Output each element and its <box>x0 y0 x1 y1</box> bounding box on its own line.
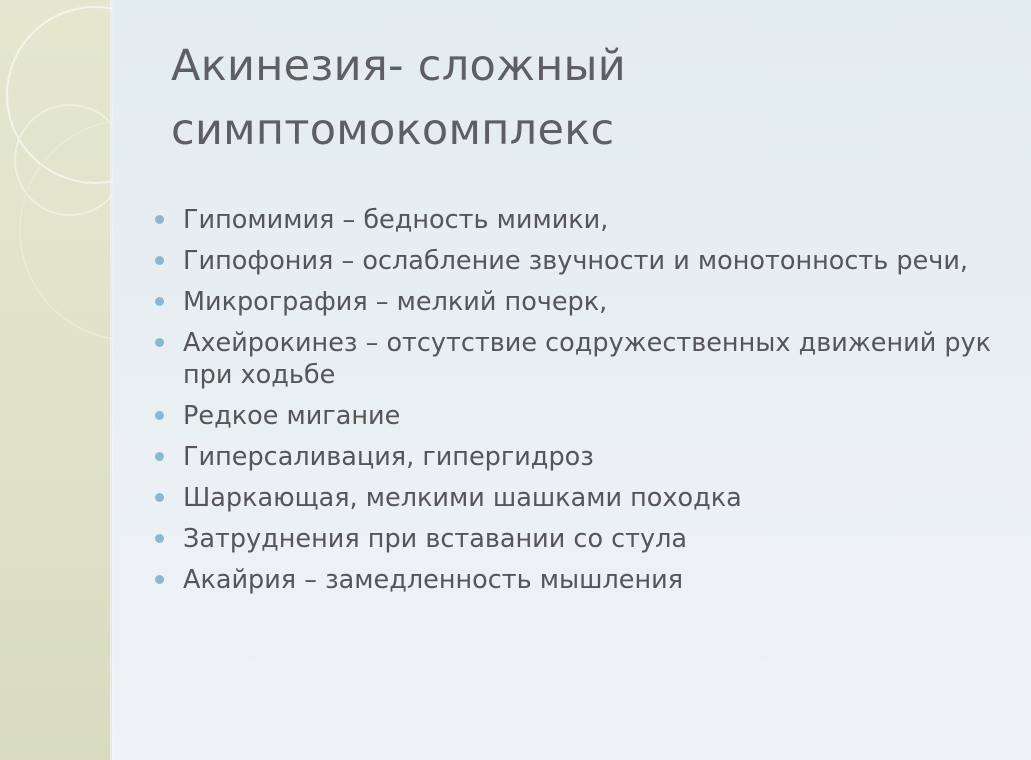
list-item-text: Ахейрокинез – отсутствие содружественных движений рук при ходьбе <box>183 328 992 390</box>
list-item <box>155 564 1005 596</box>
list-item-text: Редкое мигание <box>183 401 401 431</box>
list-item-text: Акайрия – замедленность мышления <box>183 565 684 595</box>
list-item <box>155 482 1005 514</box>
list-item <box>155 400 1005 432</box>
bullet-list <box>155 204 1005 605</box>
list-item <box>155 441 1005 473</box>
list-item-text: Гипофония – ослабление звучности и монотонность речи, <box>183 246 969 276</box>
left-band-edge-highlight <box>110 0 114 760</box>
list-item <box>155 245 1005 277</box>
bullet-dot-icon <box>155 256 164 265</box>
list-item-text: Гиперсаливация, гипергидроз <box>183 442 594 472</box>
bullet-dot-icon <box>155 452 164 461</box>
slide-title <box>171 34 991 162</box>
bullet-dot-icon <box>155 215 164 224</box>
list-item-text: Гипомимия – бедность мимики, <box>183 205 609 235</box>
bullet-dot-icon <box>155 338 164 347</box>
list-item-text: Микрография – мелкий почерк, <box>183 287 608 317</box>
list-item <box>155 286 1005 318</box>
list-item <box>155 523 1005 555</box>
list-item <box>155 204 1005 236</box>
list-item-text: Затруднения при вставании со стула <box>183 524 688 554</box>
list-item <box>155 327 1005 391</box>
decorative-circles <box>0 0 112 760</box>
bullet-dot-icon <box>155 411 164 420</box>
bullet-dot-icon <box>155 493 164 502</box>
slide-title-line-1: Акинезия- сложный <box>171 41 627 91</box>
bullet-dot-icon <box>155 297 164 306</box>
slide-left-decorative-band <box>0 0 112 760</box>
bullet-dot-icon <box>155 575 164 584</box>
bullet-dot-icon <box>155 534 164 543</box>
slide-title-line-2: симптомокомплекс <box>171 105 615 155</box>
list-item-text: Шаркающая, мелкими шашками походка <box>183 483 742 513</box>
